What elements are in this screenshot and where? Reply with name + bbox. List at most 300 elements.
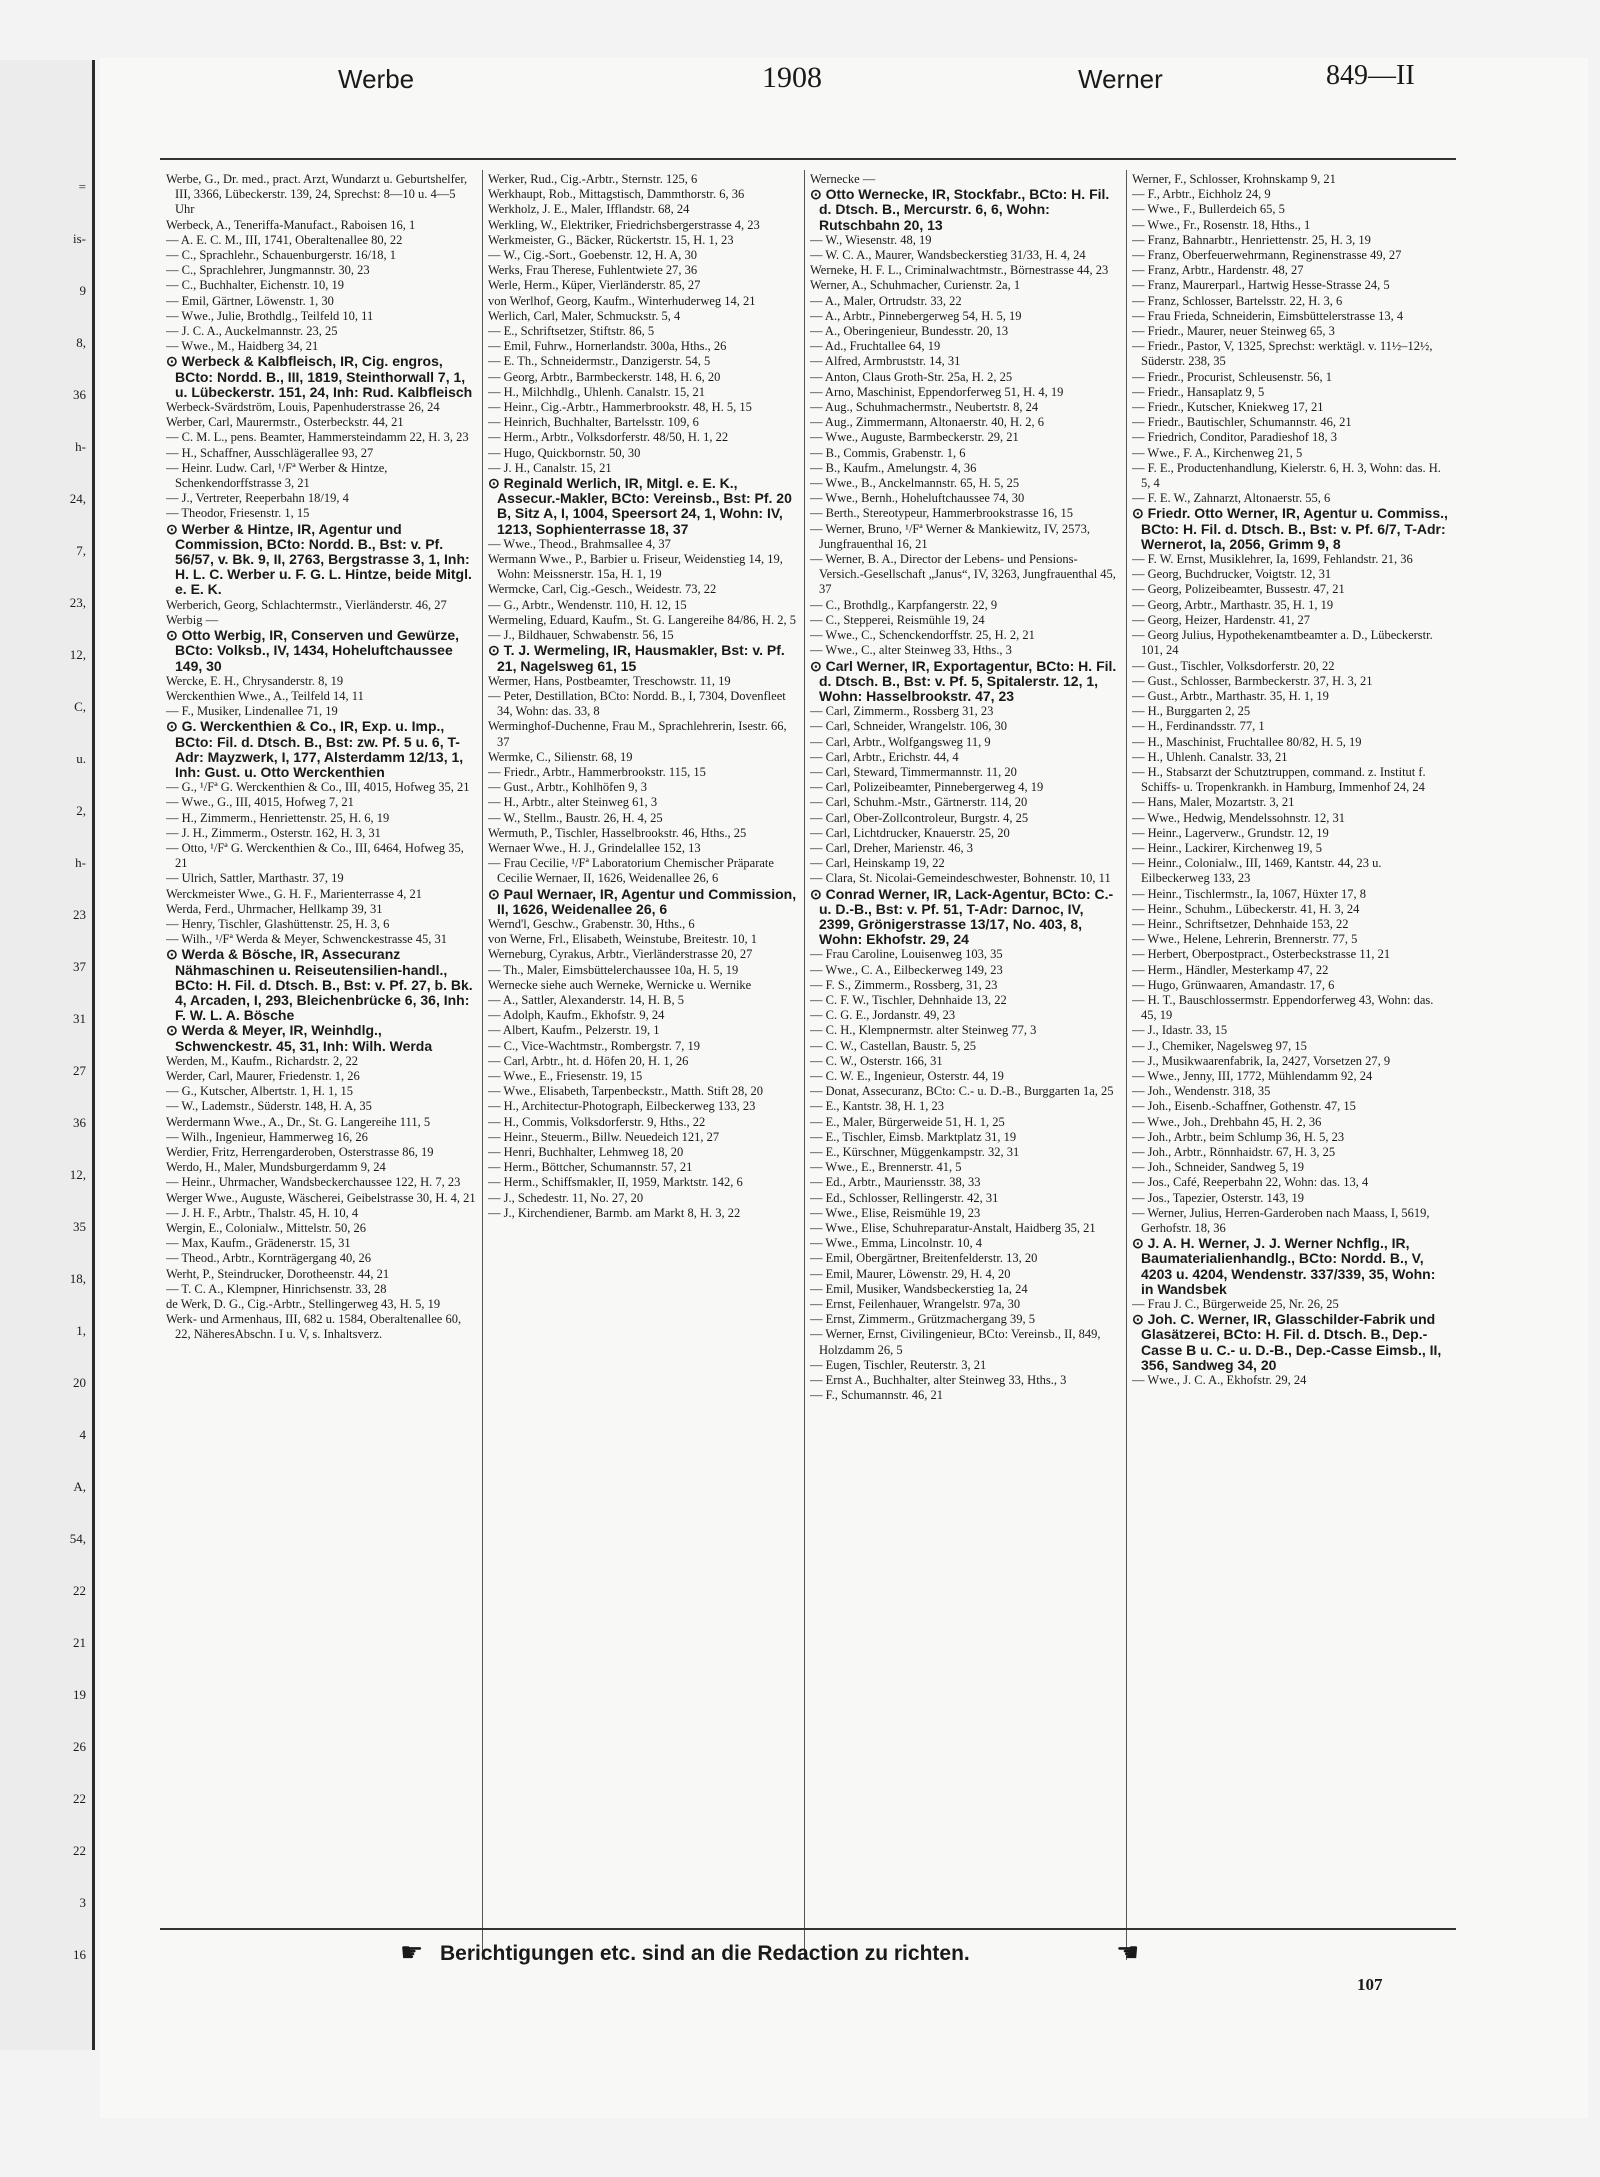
directory-entry: — Joh., Wendenstr. 318, 35: [1132, 1084, 1271, 1099]
directory-entry: — Heinr., Tischlermstr., Ia, 1067, Hüxter 17, 8: [1132, 886, 1367, 901]
directory-entry: Werkholz, J. E., Maler, Ifflandstr. 68, 24: [488, 202, 690, 217]
header-right-catchword: Werner: [1078, 64, 1163, 94]
directory-entry: — Franz, Bahnarbtr., Henriettenstr. 25, H. 3, 19: [1132, 232, 1371, 247]
directory-entry: Wernaer Wwe., H. J., Grindelallee 152, 13: [488, 840, 701, 855]
directory-entry: — Heinr., Schuhm., Lübeckerstr. 41, H. 3, 24: [1132, 901, 1360, 916]
directory-entry: — Joh., Eisenb.-Schaffner, Gothenstr. 47, 15: [1132, 1099, 1356, 1114]
directory-entry: — Wilh., ¹/Fª Werda & Meyer, Schwenckestrasse 45, 31: [166, 932, 448, 947]
directory-entry: Werda, Ferd., Uhrmacher, Hellkamp 39, 31: [166, 901, 383, 916]
directory-entry: — Peter, Destillation, BCto: Nordd. B., I, 7304, Dovenfleet 34, Wohn: das. 33, 8: [488, 688, 786, 719]
directory-entry: — Herbert, Oberpostpract., Osterbeckstrasse 11, 21: [1132, 947, 1391, 962]
edge-fragment: 2,: [76, 803, 86, 818]
directory-entry: — Heinr., Steuerm., Billw. Neuedeich 121, 27: [488, 1129, 720, 1144]
directory-entry: Werberich, Georg, Schlachtermstr., Vierländerstr. 46, 27: [166, 597, 447, 612]
edge-fragment: 16: [73, 1947, 86, 1962]
directory-entry: Werminghof-Duchenne, Frau M., Sprachlehrerin, Isestr. 66, 37: [488, 719, 787, 749]
directory-entry: — C., Sprachlehr., Schauenburgerstr. 16/18, 1: [166, 248, 396, 263]
directory-entry: — J., Schedestr. 11, No. 27, 20: [488, 1190, 644, 1205]
directory-entry: — Adolph, Kaufm., Ekhofstr. 9, 24: [488, 1008, 665, 1023]
directory-entry: — Carl, Arbtr., Erichstr. 44, 4: [810, 749, 959, 764]
directory-entry: — Hans, Maler, Mozartstr. 3, 21: [1132, 795, 1295, 810]
directory-entry: — Wwe., Hedwig, Mendelssohnstr. 12, 31: [1132, 810, 1345, 825]
directory-entry: ⊙ Friedr. Otto Werner, IR, Agentur u. Commiss., BCto: H. Fil. d. Dtsch. B., Bst: v. Pf. 6/7, T-Adr: Wernerot, Ia, 2056, Grimm 9, 8: [1132, 505, 1448, 552]
directory-entry: ⊙ G. Werckenthien & Co., IR, Exp. u. Imp., BCto: Fil. d. Dtsch. B., Bst: zw. Pf. 5 u. 6, T-Adr: Mayzwerk, I, 177, Alsterdamm 12/13, 1, Inh: Gust. u. Otto Werckenthien: [166, 718, 464, 780]
directory-entry: — Wwe., C. A., Eilbeckerweg 149, 23: [810, 962, 1003, 977]
directory-entry: — Georg, Arbtr., Marthastr. 35, H. 1, 19: [1132, 597, 1334, 612]
directory-entry: — Wwe., J. C. A., Ekhofstr. 29, 24: [1132, 1373, 1307, 1388]
directory-entry: Wermke, C., Silienstr. 68, 19: [488, 749, 633, 764]
directory-entry: — C. W. E., Ingenieur, Osterstr. 44, 19: [810, 1068, 1004, 1083]
directory-entry: — Heinr., Schriftsetzer, Dehnhaide 153, 22: [1132, 916, 1349, 931]
directory-entry: — Gust., Arbtr., Marthastr. 35, H. 1, 19: [1132, 688, 1329, 703]
directory-entry: — F., Musiker, Lindenallee 71, 19: [166, 704, 338, 719]
directory-entry: — H., Maschinist, Fruchtallee 80/82, H. 5, 19: [1132, 734, 1362, 749]
directory-entry: Wermann Wwe., P., Barbier u. Friseur, Weidenstieg 14, 19, Wohn: Meissnerstr. 15a, H. 1, 19: [488, 552, 783, 582]
directory-entry: — Franz, Oberfeuerwehrmann, Reginenstrasse 49, 27: [1132, 248, 1402, 263]
directory-entry: — Carl, Dreher, Marienstr. 46, 3: [810, 840, 974, 855]
directory-entry: — E., Kürschner, Müggenkampstr. 32, 31: [810, 1145, 1020, 1159]
directory-entry: — Jos., Tapezier, Osterstr. 143, 19: [1132, 1190, 1304, 1205]
directory-entry: ⊙ Otto Wernecke, IR, Stockfabr., BCto: H. Fil. d. Dtsch. B., Mercurstr. 6, 6, Wohn: Rutschbahn 20, 13: [810, 186, 1110, 233]
directory-entry: — Berth., Stereotypeur, Hammerbrookstrasse 16, 15: [810, 506, 1073, 521]
column-2: [488, 172, 798, 1952]
directory-entry: — C. W., Osterstr. 166, 31: [810, 1053, 943, 1068]
directory-entry: — W., Lademstr., Süderstr. 148, H. A, 35: [166, 1099, 372, 1114]
directory-entry: — Ulrich, Sattler, Marthastr. 37, 19: [166, 871, 344, 886]
directory-entry: ⊙ T. J. Wermeling, IR, Hausmakler, Bst: v. Pf. 21, Nagelsweg 61, 15: [488, 642, 785, 674]
directory-entry: ⊙ Werda & Meyer, IR, Weinhdlg., Schwenckestr. 45, 31, Inh: Wilh. Werda: [166, 1022, 433, 1054]
directory-entry: — Wwe., M., Haidberg 34, 21: [166, 339, 319, 354]
directory-entry: Werder, Carl, Maurer, Friedenstr. 1, 26: [166, 1068, 360, 1083]
directory-entry: — Georg Julius, Hypothekenamtbeamter a. D., Lübeckerstr. 101, 24: [1132, 628, 1433, 658]
directory-entry: Werneke, H. F. L., Criminalwachtmstr., Börnestrasse 44, 23: [810, 263, 1109, 278]
directory-entry: — Herm., Händler, Mesterkamp 47, 22: [1132, 962, 1329, 977]
directory-entry: — J., Kirchendiener, Barmb. am Markt 8, H. 3, 22: [488, 1205, 741, 1220]
column-divider: [804, 170, 805, 1960]
directory-entry: — Clara, St. Nicolai-Gemeindeschwester, Bohnenstr. 10, 11: [810, 871, 1111, 886]
directory-entry: — A., Sattler, Alexanderstr. 14, H. B, 5: [488, 992, 685, 1007]
directory-entry: — Max, Kaufm., Grädenerstr. 15, 31: [166, 1236, 351, 1251]
directory-entry: — H., Schaffner, Ausschlägerallee 93, 27: [166, 445, 374, 460]
directory-entry: de Werk, D. G., Cig.-Arbtr., Stellingerweg 43, H. 5, 19: [166, 1297, 441, 1312]
directory-entry: — Ernst A., Buchhalter, alter Steinweg 33, Hths., 3: [810, 1373, 1067, 1388]
directory-entry: — Carl, Steward, Timmermannstr. 11, 20: [810, 764, 1017, 779]
directory-entry: — A. E. C. M., III, 1741, Oberaltenallee 80, 22: [166, 232, 403, 247]
header-year: 1908: [762, 61, 822, 94]
directory-entry: Werdermann Wwe., A., Dr., St. G. Langereihe 111, 5: [166, 1114, 431, 1129]
directory-entry: — Emil, Musiker, Wandsbeckerstieg 1a, 24: [810, 1281, 1028, 1296]
directory-entry: — J., Idastr. 33, 15: [1132, 1023, 1228, 1038]
directory-entry: — Carl, Zimmerm., Rossberg 31, 23: [810, 704, 994, 719]
directory-entry: — F. E., Productenhandlung, Kielerstr. 6, H. 3, Wohn: das. H. 5, 4: [1132, 460, 1441, 491]
directory-entry: — J., Chemiker, Nagelsweg 97, 15: [1132, 1038, 1307, 1053]
directory-entry: — J., Vertreter, Reeperbahn 18/19, 4: [166, 491, 349, 506]
directory-entry: Werkhaupt, Rob., Mittagstisch, Dammthorstr. 6, 36: [488, 187, 745, 202]
directory-entry: — Friedr., Pastor, V, 1325, Sprechst: werktägl. v. 11½–12½, Süderstr. 238, 35: [1132, 339, 1433, 369]
directory-entry: — Wwe., C., Schenckendorffstr. 25, H. 2, 21: [810, 628, 1035, 643]
edge-fragment: 22: [73, 1791, 86, 1806]
directory-entry: ⊙ Werbeck & Kalbfleisch, IR, Cig. engros, BCto: Nordd. B., III, 1819, Steinthorwall 7, 1, u. Lübeckerstr. 151, 24, Inh: Rud. Kalbfleisch: [166, 353, 473, 400]
directory-entry: — Georg, Buchdrucker, Voigtstr. 12, 31: [1132, 567, 1332, 582]
directory-entry: — J. C. A., Auckelmannstr. 23, 25: [166, 324, 338, 339]
directory-entry: — Frau Caroline, Louisenweg 103, 35: [810, 947, 1003, 962]
folio-number: 107: [1357, 1975, 1383, 1994]
directory-entry: — Wwe., C., alter Steinweg 33, Hths., 3: [810, 643, 1012, 658]
directory-entry: Wergin, E., Colonialw., Mittelstr. 50, 26: [166, 1221, 367, 1236]
directory-entry: — Frau Cecilie, ¹/Fª Laboratorium Chemischer Präparate Cecilie Wernaer, II, 1626, Weidenallee 26, 6: [488, 856, 774, 886]
directory-entry: — F., Schumannstr. 46, 21: [810, 1388, 944, 1403]
edge-fragment: 22: [73, 1583, 86, 1598]
directory-entry: — Jos., Café, Reeperbahn 22, Wohn: das. 13, 4: [1132, 1175, 1369, 1190]
directory-entry: Werber, Carl, Maurermstr., Osterbeckstr. 44, 21: [166, 415, 404, 430]
directory-entry: Werger Wwe., Auguste, Wäscherei, Geibelstrasse 30, H. 4, 21: [166, 1190, 476, 1205]
directory-entry: — Wwe., Jenny, III, 1772, Mühlendamm 92, 24: [1132, 1068, 1373, 1083]
edge-fragment: 37: [73, 959, 86, 974]
directory-entry: — J. H., Zimmerm., Osterstr. 162, H. 3, 31: [166, 825, 381, 840]
directory-entry: — Th., Maler, Eimsbüttelerchaussee 10a, H. 5, 19: [488, 962, 739, 977]
directory-entry: — H., Uhlenh. Canalstr. 33, 21: [1132, 749, 1288, 764]
directory-entry: Werht, P., Steindrucker, Dorotheenstr. 44, 21: [166, 1266, 390, 1281]
directory-entry: — W. C. A., Maurer, Wandsbeckerstieg 31/33, H. 4, 24: [810, 248, 1086, 263]
directory-entry: Werbeck, A., Teneriffa-Manufact., Raboisen 16, 1: [166, 217, 416, 232]
directory-entry: — Wwe., Bernh., Hoheluftchaussee 74, 30: [810, 491, 1025, 506]
directory-entry: — Carl, Heinskamp 19, 22: [810, 856, 945, 871]
edge-fragment: 24,: [69, 491, 86, 506]
directory-entry: — Wwe., Helene, Lehrerin, Brennerstr. 77, 5: [1132, 932, 1358, 947]
edge-fragment: h-: [75, 439, 86, 454]
directory-entry: von Werne, Frl., Elisabeth, Weinstube, Breitestr. 10, 1: [488, 932, 758, 947]
directory-entry: Wercke, E. H., Chrysanderstr. 8, 19: [166, 673, 344, 688]
directory-entry: Wermcke, Carl, Cig.-Gesch., Weidestr. 73, 22: [488, 582, 717, 597]
edge-fragment: 9: [79, 283, 86, 298]
directory-entry: — Frau Frieda, Schneiderin, Eimsbüttelerstrasse 13, 4: [1132, 308, 1404, 323]
directory-entry: — Hugo, Quickbornstr. 50, 30: [488, 445, 641, 460]
directory-entry: — C., Sprachlehrer, Jungmannstr. 30, 23: [166, 263, 370, 278]
directory-entry: — Wwe., Elise, Reismühle 19, 23: [810, 1205, 981, 1220]
directory-entry: — Hugo, Grünwaaren, Amandastr. 17, 6: [1132, 977, 1335, 992]
directory-entry: — Wwe., Julie, Brothdlg., Teilfeld 10, 11: [166, 308, 374, 323]
directory-entry: — Heinr., Lackirer, Kirchenweg 19, 5: [1132, 840, 1323, 855]
directory-entry: — C., Stepperei, Reismühle 19, 24: [810, 612, 985, 627]
directory-entry: — Joh., Schneider, Sandweg 5, 19: [1132, 1160, 1305, 1175]
directory-entry: — Ed., Schlosser, Rellingerstr. 42, 31: [810, 1190, 999, 1205]
directory-entry: Wermeling, Eduard, Kaufm., St. G. Langereihe 84/86, H. 2, 5: [488, 612, 796, 627]
adjacent-page-edge: [0, 60, 95, 2050]
header-rule: [160, 158, 1456, 160]
directory-entry: — H., Zimmerm., Henriettenstr. 25, H. 6, 19: [166, 810, 390, 825]
directory-entry: — Franz, Arbtr., Hardenstr. 48, 27: [1132, 263, 1304, 278]
directory-entry: — Anton, Claus Groth-Str. 25a, H. 2, 25: [810, 369, 1013, 384]
edge-fragment: 26: [73, 1739, 86, 1754]
directory-entry: — C., Brothdlg., Karpfangerstr. 22, 9: [810, 597, 998, 612]
directory-entry: — Friedr., Bautischler, Schumannstr. 46, 21: [1132, 415, 1352, 430]
directory-entry: ⊙ Werda & Bösche, IR, Assecuranz Nähmaschinen u. Reiseutensilien-handl., BCto: H. Fil. d. Dtsch. B., Bst: v. Pf. 27, b. Bk. 4, Arcaden, I, 293, Bleichenbrücke 6, 36, Inh: F. W. L. A. Bösche: [166, 946, 473, 1024]
directory-entry: Werneburg, Cyrakus, Arbtr., Vierländerstrasse 20, 27: [488, 947, 753, 962]
directory-entry: — E., Tischler, Eimsb. Marktplatz 31, 19: [810, 1129, 1017, 1144]
column-divider: [482, 170, 483, 1960]
column-4: [1132, 172, 1450, 1952]
edge-fragment: C,: [74, 699, 86, 714]
header-page-number: 849—II: [1326, 60, 1415, 91]
directory-entry: — Wilh., Ingenieur, Hammerweg 16, 26: [166, 1129, 368, 1144]
edge-fragment: 4: [79, 1427, 86, 1442]
edge-fragment: 12,: [69, 647, 86, 662]
directory-entry: ⊙ Otto Werbig, IR, Conserven und Gewürze, BCto: Volksb., IV, 1434, Hoheluftchaussee 149, 30: [166, 627, 460, 674]
directory-entry: — Joh., Arbtr., beim Schlump 36, H. 5, 23: [1132, 1129, 1345, 1144]
directory-entry: ⊙ Joh. C. Werner, IR, Glasschilder-Fabrik und Glasätzerei, BCto: H. Fil. d. Dtsch. B., Dep.-Casse B u. C.- u. D.-B., Dep.-Casse Eimsb., II, 356, Sandweg 34, 20: [1132, 1311, 1442, 1373]
edge-fragment: 54,: [69, 1531, 86, 1546]
edge-fragment: h-: [75, 855, 86, 870]
directory-entry: Werk- und Armenhaus, III, 682 u. 1584, Oberaltenallee 60, 22, NäheresAbschn. I u. V, s. Inhaltsverz.: [166, 1312, 462, 1342]
directory-entry: Werbig —: [166, 612, 219, 627]
directory-entry: — G., ¹/Fª G. Werckenthien & Co., III, 4015, Hofweg 35, 21: [166, 780, 470, 795]
edge-fragment: 23: [73, 907, 86, 922]
directory-entry: — Wwe., Elisabeth, Tarpenbeckstr., Matth. Stift 28, 20: [488, 1084, 764, 1099]
directory-entry: — Franz, Schlosser, Bartelsstr. 22, H. 3, 6: [1132, 293, 1343, 308]
directory-entry: Werker, Rud., Cig.-Arbtr., Sternstr. 125, 6: [488, 172, 698, 186]
directory-entry: — E., Kantstr. 38, H. 1, 23: [810, 1099, 945, 1114]
directory-entry: — H., Burggarten 2, 25: [1132, 704, 1251, 719]
directory-entry: — C. F. W., Tischler, Dehnhaide 13, 22: [810, 992, 1007, 1007]
directory-entry: Werlich, Carl, Maler, Schmuckstr. 5, 4: [488, 308, 681, 323]
directory-entry: — A., Oberingenieur, Bundesstr. 20, 13: [810, 324, 1009, 339]
directory-entry: — Henry, Tischler, Glashüttenstr. 25, H. 3, 6: [166, 916, 390, 931]
directory-entry: — C. W., Castellan, Baustr. 5, 25: [810, 1038, 976, 1053]
directory-entry: — A., Maler, Ortrudstr. 33, 22: [810, 293, 962, 308]
directory-entry: — Carl, Polizeibeamter, Pinnebergerweg 4, 19: [810, 780, 1044, 795]
directory-entry: — E., Schriftsetzer, Stiftstr. 86, 5: [488, 324, 655, 339]
edge-fragment: A,: [73, 1479, 86, 1494]
directory-entry: — H. T., Bauschlossermstr. Eppendorferweg 43, Wohn: das. 45, 19: [1132, 992, 1434, 1023]
directory-entry: — Wwe., F. A., Kirchenweg 21, 5: [1132, 445, 1303, 460]
directory-entry: — Georg, Heizer, Hardenstr. 41, 27: [1132, 612, 1311, 627]
edge-fragment: 19: [73, 1687, 86, 1702]
directory-entry: Werner, F., Schlosser, Krohnskamp 9, 21: [1132, 172, 1336, 186]
directory-entry: — E. Th., Schneidermstr., Danzigerstr. 54, 5: [488, 354, 711, 369]
directory-entry: — Theod., Arbtr., Kornträgergang 40, 26: [166, 1251, 372, 1266]
directory-entry: Werkmeister, G., Bäcker, Rückertstr. 15, H. 1, 23: [488, 232, 734, 247]
directory-entry: — Heinr., Uhrmacher, Wandsbeckerchaussee 122, H. 7, 23: [166, 1175, 461, 1190]
directory-entry: — H., Stabsarzt der Schutztruppen, command. z. Institut f. Schiffs- u. Tropenkrankh. in Hamburg, Immenhof 24, 24: [1132, 764, 1426, 795]
directory-entry: — Werner, B. A., Director der Lebens- und Pensions-Versich.-Gesellschaft „Janus“, IV, 3263, Jungfrauenthal 45, 37: [810, 552, 1116, 597]
directory-entry: — Aug., Schuhmachermstr., Neubertstr. 8, 24: [810, 400, 1039, 415]
directory-entry: — Wwe., F., Bullerdeich 65, 5: [1132, 202, 1285, 217]
edge-fragment: 20: [73, 1375, 86, 1390]
directory-entry: — Albert, Kaufm., Pelzerstr. 19, 1: [488, 1023, 660, 1038]
directory-entry: — F. W. Ernst, Musiklehrer, Ia, 1699, Fehlandstr. 21, 36: [1132, 552, 1413, 567]
directory-entry: Wermer, Hans, Postbeamter, Treschowstr. 11, 19: [488, 673, 731, 688]
directory-entry: Wermuth, P., Tischler, Hasselbrookstr. 46, Hths., 25: [488, 825, 747, 840]
directory-entry: — Wwe., B., Anckelmannstr. 65, H. 5, 25: [810, 476, 1020, 491]
directory-entry: — Georg, Polizeibeamter, Bussestr. 47, 21: [1132, 582, 1345, 597]
directory-entry: — Wwe., Fr., Rosenstr. 18, Hths., 1: [1132, 217, 1311, 232]
directory-entry: — Friedr., Hansaplatz 9, 5: [1132, 384, 1265, 399]
directory-entry: — Wwe., E., Brennerstr. 41, 5: [810, 1160, 962, 1175]
directory-entry: — C. H., Klempnermstr. alter Steinweg 77, 3: [810, 1023, 1037, 1038]
directory-entry: — Eugen, Tischler, Reuterstr. 3, 21: [810, 1357, 987, 1372]
directory-entry: — Friedr., Kutscher, Kniekweg 17, 21: [1132, 400, 1324, 415]
directory-entry: — Heinr., Cig.-Arbtr., Hammerbrookstr. 48, H. 5, 15: [488, 400, 752, 415]
directory-entry: — Gust., Schlosser, Barmbeckerstr. 37, H. 3, 21: [1132, 673, 1373, 688]
directory-entry: Werckenthien Wwe., A., Teilfeld 14, 11: [166, 688, 364, 703]
column-3: [810, 172, 1120, 1952]
column-1: [166, 172, 476, 1952]
directory-entry: — Wwe., Joh., Drehbahn 45, H. 2, 36: [1132, 1114, 1322, 1129]
directory-entry: — Emil, Gärtner, Löwenstr. 1, 30: [166, 293, 334, 308]
edge-fragment: 7,: [76, 543, 86, 558]
directory-entry: Werckmeister Wwe., G. H. F., Marienterrasse 4, 21: [166, 886, 423, 901]
directory-entry: — C., Vice-Wachtmstr., Rombergstr. 7, 19: [488, 1038, 700, 1053]
directory-entry: — A., Arbtr., Pinnebergerweg 54, H. 5, 19: [810, 308, 1022, 323]
directory-entry: — Ernst, Feilenhauer, Wrangelstr. 97a, 30: [810, 1297, 1021, 1312]
edge-fragment: is-: [73, 231, 86, 246]
directory-entry: — Emil, Fuhrw., Hornerlandstr. 300a, Hths., 26: [488, 339, 727, 354]
directory-entry: — Werner, Ernst, Civilingenieur, BCto: Vereinsb., II, 849, Holzdamm 26, 5: [810, 1327, 1101, 1357]
directory-entry: ⊙ Carl Werner, IR, Exportagentur, BCto: H. Fil. d. Dtsch. B., Bst: v. Pf. 5, Spitalerstr. 12, 1, Wohn: Hasselbrookstr. 47, 23: [810, 657, 1117, 704]
directory-entry: Werkling, W., Elektriker, Friedrichsbergerstrasse 4, 23: [488, 217, 760, 232]
directory-entry: — Alfred, Armbruststr. 14, 31: [810, 354, 961, 369]
directory-entry: — E., Maler, Bürgerweide 51, H. 1, 25: [810, 1114, 1005, 1129]
directory-entry: — Carl, Schneider, Wrangelstr. 106, 30: [810, 719, 1007, 734]
directory-entry: — Friedr., Arbtr., Hammerbrookstr. 115, 15: [488, 764, 706, 779]
directory-entry: — Ad., Fruchtallee 64, 19: [810, 339, 941, 354]
directory-entry: — Wwe., Elise, Schuhreparatur-Anstalt, Haidberg 35, 21: [810, 1221, 1096, 1236]
directory-entry: — Otto, ¹/Fª G. Werckenthien & Co., III, 6464, Hofweg 35, 21: [166, 840, 464, 871]
directory-entry: — Henri, Buchhalter, Lehmweg 18, 20: [488, 1145, 684, 1159]
directory-entry: — Donat, Assecuranz, BCto: C.- u. D.-B., Burggarten 1a, 25: [810, 1084, 1114, 1099]
directory-entry: — Carl, Arbtr., Wolfgangsweg 11, 9: [810, 734, 991, 749]
directory-entry: — F. E. W., Zahnarzt, Altonaerstr. 55, 6: [1132, 491, 1331, 506]
directory-entry: — H., Architectur-Photograph, Eilbeckerweg 133, 23: [488, 1099, 756, 1114]
edge-fragment: 8,: [76, 335, 86, 350]
directory-entry: — Wwe., G., III, 4015, Hofweg 7, 21: [166, 795, 354, 810]
directory-entry: — H., Ferdinandsstr. 77, 1: [1132, 719, 1265, 734]
directory-entry: — Herm., Böttcher, Schumannstr. 57, 21: [488, 1160, 693, 1175]
edge-fragment: u.: [76, 751, 86, 766]
directory-entry: — B., Commis, Grabenstr. 1, 6: [810, 445, 966, 460]
edge-fragment: 36: [73, 1115, 86, 1130]
directory-entry: — Heinr., Colonialw., III, 1469, Kantstr. 44, 23 u. Eilbeckerweg 133, 23: [1132, 856, 1382, 886]
directory-entry: — Wwe., Auguste, Barmbeckerstr. 29, 21: [810, 430, 1019, 445]
directory-entry: — Wwe., E., Friesenstr. 19, 15: [488, 1068, 643, 1083]
footer-notice: Berichtigungen etc. sind an die Redaction zu richten.: [440, 1942, 970, 1965]
directory-entry: — Friedr., Procurist, Schleusenstr. 56, 1: [1132, 369, 1332, 384]
directory-entry: — Arno, Maschinist, Eppendorferweg 51, H. 4, 19: [810, 384, 1064, 399]
directory-entry: Werbe, G., Dr. med., pract. Arzt, Wundarzt u. Geburtshelfer, III, 3366, Lübeckerstr. 139, 24, Sprechst: 8—10 u. 4—5 Uhr: [166, 172, 468, 217]
directory-entry: — Friedr., Maurer, neuer Steinweg 65, 3: [1132, 324, 1335, 339]
directory-entry: — C. G. E., Jordanstr. 49, 23: [810, 1008, 956, 1023]
directory-entry: — Heinr., Lagerverw., Grundstr. 12, 19: [1132, 825, 1329, 840]
directory-entry: Wernecke siehe auch Werneke, Wernicke u. Wernike: [488, 977, 752, 992]
pointing-hand-left-icon: ☛: [400, 1938, 424, 1967]
directory-entry: ⊙ J. A. H. Werner, J. J. Werner Nchflg., IR, Baumaterialienhandlg., BCto: Nordd. B., V, 4203 u. 4204, Wendenstr. 337/339, 35, Wohn: in Wandsbek: [1132, 1235, 1436, 1297]
directory-entry: Werle, Herm., Küper, Vierländerstr. 85, 27: [488, 278, 701, 293]
directory-entry: — Heinr. Ludw. Carl, ¹/Fª Werber & Hintze, Schenkendorffstrasse 3, 21: [166, 460, 388, 491]
directory-entry: ⊙ Werber & Hintze, IR, Agentur und Commission, BCto: Nordd. B., Bst: v. Pf. 56/57, v. Bk. 9, II, 2763, Bergstrasse 3, 1, Inh: H. L. C. Werber u. F. G. L. Hintze, beide Mitgl. e. E. K.: [166, 520, 472, 598]
edge-fragment: 35: [73, 1219, 86, 1234]
directory-entry: — Georg, Arbtr., Barmbeckerstr. 148, H. 6, 20: [488, 369, 721, 384]
edge-fragment: 12,: [69, 1167, 86, 1182]
directory-entry: — Gust., Arbtr., Kohlhöfen 9, 3: [488, 780, 648, 795]
directory-entry: — J. H., Canalstr. 15, 21: [488, 460, 612, 475]
directory-entry: — Friedrich, Conditor, Paradieshof 18, 3: [1132, 430, 1338, 445]
directory-entry: Werdo, H., Maler, Mundsburgerdamm 9, 24: [166, 1160, 386, 1175]
directory-entry: — Werner, Bruno, ¹/Fª Werner & Mankiewitz, IV, 2573, Jungfrauenthal 16, 21: [810, 521, 1090, 551]
directory-entry: — G., Kutscher, Albertstr. 1, H. 1, 15: [166, 1084, 353, 1099]
directory-entry: — Wwe., Emma, Lincolnstr. 10, 4: [810, 1236, 982, 1251]
directory-entry: — W., Wiesenstr. 48, 19: [810, 232, 932, 247]
directory-entry: — H., Commis, Volksdorferstr. 9, Hths., 22: [488, 1114, 706, 1129]
directory-entry: Werdier, Fritz, Herrengarderoben, Osterstrasse 86, 19: [166, 1145, 434, 1159]
column-divider: [1126, 170, 1127, 1960]
header-left-catchword: Werbe: [338, 64, 415, 94]
directory-entry: — Emil, Obergärtner, Breitenfelderstr. 13, 20: [810, 1251, 1038, 1266]
edge-fragment: 36: [73, 387, 86, 402]
directory-entry: — J., Musikwaarenfabrik, Ia, 2427, Vorsetzen 27, 9: [1132, 1053, 1391, 1068]
edge-fragment: 18,: [69, 1271, 86, 1286]
directory-entry: — Herm., Arbtr., Volksdorferstr. 48/50, H. 1, 22: [488, 430, 729, 445]
directory-entry: — Joh., Arbtr., Rönnhaidstr. 67, H. 3, 25: [1132, 1145, 1336, 1159]
directory-entry: — Herm., Schiffsmakler, II, 1959, Marktstr. 142, 6: [488, 1175, 743, 1190]
directory-entry: — C., Buchhalter, Eichenstr. 10, 19: [166, 278, 344, 293]
directory-entry: — Theodor, Friesenstr. 1, 15: [166, 506, 310, 521]
edge-fragment: 22: [73, 1843, 86, 1858]
directory-entry: — Franz, Maurerparl., Hartwig Hesse-Strasse 24, 5: [1132, 278, 1390, 293]
directory-entry: ⊙ Reginald Werlich, IR, Mitgl. e. E. K., Assecur.-Makler, BCto: Vereinsb., Bst: Pf. 20 B, Sitz A, I, 1004, Speersort 24, 1, Wohn: IV, 1213, Sophienterrasse 18, 37: [488, 475, 792, 537]
directory-entry: ⊙ Paul Wernaer, IR, Agentur und Commission, II, 1626, Weidenallee 26, 6: [488, 885, 797, 917]
directory-entry: ⊙ Conrad Werner, IR, Lack-Agentur, BCto: C.- u. D.-B., Bst: v. Pf. 51, T-Adr: Darnoc, IV, 2399, Grönigerstrasse 13/17, No. 403, 8, Wohn: Ekhofstr. 29, 24: [810, 885, 1114, 948]
directory-entry: — C. M. L., pens. Beamter, Hammersteindamm 22, H. 3, 23: [166, 430, 469, 445]
directory-entry: — Emil, Maurer, Löwenstr. 29, H. 4, 20: [810, 1266, 1011, 1281]
directory-entry: — Heinrich, Buchhalter, Bartelsstr. 109, 6: [488, 415, 699, 430]
directory-entry: — Carl, Ober-Zollcontroleur, Burgstr. 4, 25: [810, 810, 1029, 825]
directory-entry: — J., Bildhauer, Schwabenstr. 56, 15: [488, 628, 674, 643]
directory-entry: — T. C. A., Klempner, Hinrichsenstr. 33, 28: [166, 1281, 387, 1296]
directory-entry: — Carl, Lichtdrucker, Knauerstr. 25, 20: [810, 825, 1010, 840]
directory-entry: Werner, A., Schuhmacher, Curienstr. 2a, 1: [810, 278, 1021, 293]
directory-entry: — G., Arbtr., Wendenstr. 110, H. 12, 15: [488, 597, 687, 612]
directory-entry: — Ernst, Zimmerm., Grützmachergang 39, 5: [810, 1312, 1036, 1327]
directory-entry: — W., Stellm., Baustr. 26, H. 4, 25: [488, 810, 663, 825]
directory-entry: Werks, Frau Therese, Fuhlentwiete 27, 36: [488, 263, 698, 278]
directory-entry: — W., Cig.-Sort., Goebenstr. 12, H. A, 30: [488, 248, 698, 263]
edge-fragment: 21: [73, 1635, 86, 1650]
directory-entry: von Werlhof, Georg, Kaufm., Winterhuderweg 14, 21: [488, 293, 756, 308]
directory-entry: — B., Kaufm., Amelungstr. 4, 36: [810, 460, 977, 475]
edge-fragment: 31: [73, 1011, 86, 1026]
footer-rule: [160, 1928, 1456, 1930]
directory-entry: — Carl, Schuhm.-Mstr., Gärtnerstr. 114, 20: [810, 795, 1028, 810]
directory-entry: — Ed., Arbtr., Mauriensstr. 38, 33: [810, 1175, 981, 1190]
directory-entry: — F. S., Zimmerm., Rossberg, 31, 23: [810, 977, 998, 992]
directory-entry: — H., Arbtr., alter Steinweg 61, 3: [488, 795, 658, 810]
directory-entry: — Werner, Julius, Herren-Garderoben nach Maass, I, 5619, Gerhofstr. 18, 36: [1132, 1205, 1430, 1236]
directory-entry: — H., Milchhdlg., Uhlenh. Canalstr. 15, 21: [488, 384, 705, 399]
edge-fragment: 3: [79, 1895, 86, 1910]
pointing-hand-right-icon: ☚: [1116, 1938, 1140, 1967]
directory-entry: Werbeck-Svärdström, Louis, Papenhuderstrasse 26, 24: [166, 400, 440, 415]
edge-fragment: 27: [73, 1063, 86, 1078]
directory-entry: — Frau J. C., Bürgerweide 25, Nr. 26, 25: [1132, 1297, 1339, 1312]
directory-entry: Wernd'l, Geschw., Grabenstr. 30, Hths., 6: [488, 916, 695, 931]
directory-entry: — F., Arbtr., Eichholz 24, 9: [1132, 187, 1271, 202]
directory-entry: — Wwe., Theod., Brahmsallee 4, 37: [488, 536, 671, 551]
directory-entry: — Gust., Tischler, Volksdorferstr. 20, 22: [1132, 658, 1335, 673]
directory-entry: — Carl, Arbtr., ht. d. Höfen 20, H. 1, 26: [488, 1053, 689, 1068]
edge-fragment: =: [78, 179, 86, 194]
directory-entry: — J. H. F., Arbtr., Thalstr. 45, H. 10, 4: [166, 1205, 359, 1220]
edge-fragment: 23,: [69, 595, 86, 610]
